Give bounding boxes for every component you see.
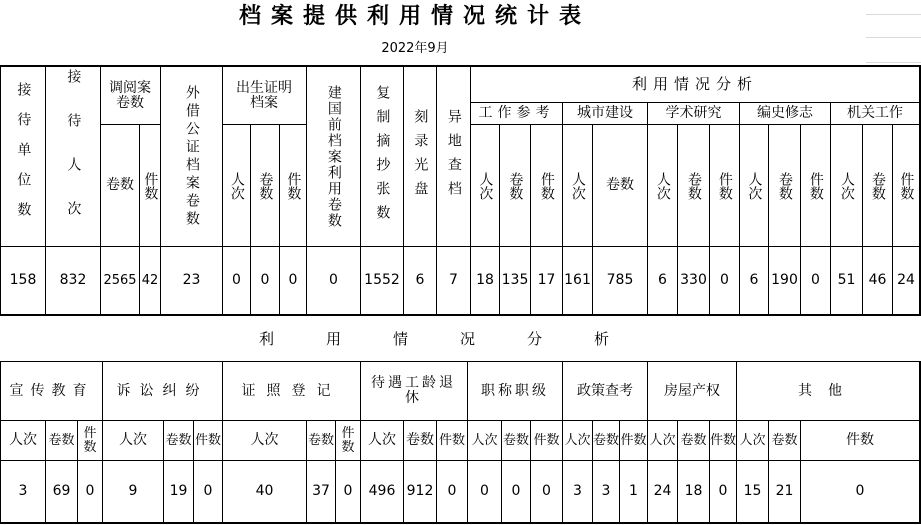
sub-juanshu: 卷数 bbox=[593, 432, 619, 448]
sheet-gridline bbox=[866, 37, 921, 38]
sub-jianshu: 件数 bbox=[438, 432, 465, 448]
value-agency-jianshu: 24 bbox=[897, 272, 915, 289]
t2-value: 24 bbox=[653, 483, 672, 500]
t2-value: 69 bbox=[52, 483, 71, 500]
sub-jianshu: 件数 bbox=[194, 432, 221, 448]
group-academic-research: 学术研究 bbox=[665, 105, 722, 122]
sub-renci: 人次 bbox=[119, 432, 147, 449]
sub-juanshu: 卷数 bbox=[685, 171, 702, 200]
t2-value: 496 bbox=[368, 483, 396, 500]
value-consult-jianshu: 42 bbox=[141, 272, 159, 288]
group-publicity-education: 宣传教育 bbox=[9, 382, 94, 399]
sub-renci: 人次 bbox=[368, 432, 396, 449]
t2-value: 9 bbox=[128, 483, 138, 500]
value-history-jianshu: 0 bbox=[811, 272, 820, 289]
t2-value: 0 bbox=[718, 483, 728, 500]
header-cd-burn: 刻录光盘 bbox=[412, 108, 429, 205]
header-consult-records: 调阅案卷数 bbox=[109, 79, 151, 111]
t2-value: 0 bbox=[480, 483, 489, 500]
t2-value: 0 bbox=[511, 483, 521, 500]
t2-value: 0 bbox=[855, 483, 865, 500]
sub-jianshu: 件数 bbox=[341, 425, 355, 455]
sub-renci: 人次 bbox=[471, 432, 498, 448]
t2-value: 3 bbox=[573, 483, 582, 500]
report-period: 2022年9月 bbox=[381, 41, 449, 57]
value-agency-juanshu: 46 bbox=[868, 272, 887, 289]
header-consult-jianshu: 件数 bbox=[142, 171, 159, 200]
sub-renci: 人次 bbox=[654, 171, 671, 200]
t2-value: 18 bbox=[684, 483, 703, 500]
value-preliberation: 0 bbox=[329, 272, 338, 289]
t2-value: 0 bbox=[542, 483, 551, 500]
value-copies: 1552 bbox=[364, 272, 400, 289]
sub-juanshu: 卷数 bbox=[606, 177, 634, 194]
sub-juanshu: 卷数 bbox=[771, 432, 798, 448]
sub-renci: 人次 bbox=[569, 171, 586, 200]
sub-renci: 人次 bbox=[564, 432, 591, 448]
group-urban-construction: 城市建设 bbox=[577, 105, 633, 122]
sheet-gridline bbox=[866, 14, 921, 15]
sheet-gridline bbox=[866, 62, 921, 63]
sub-juanshu: 卷数 bbox=[869, 171, 886, 200]
header-birth-renci: 人次 bbox=[228, 171, 245, 200]
t2-value: 3 bbox=[601, 483, 611, 500]
value-history-juanshu: 190 bbox=[771, 272, 798, 289]
table2-analysis-title: 利用情况分析 bbox=[258, 330, 661, 349]
header-reception-units: 接待单位数 bbox=[15, 81, 32, 232]
t2-value: 912 bbox=[406, 483, 434, 500]
t2-value: 0 bbox=[343, 483, 353, 500]
sub-renci: 人次 bbox=[9, 432, 37, 449]
header-birth-juanshu: 卷数 bbox=[257, 171, 274, 200]
group-title-rank: 职称职级 bbox=[481, 382, 549, 399]
group-agency-work: 机关工作 bbox=[847, 105, 903, 122]
value-city-juanshu: 785 bbox=[606, 272, 634, 289]
sub-juanshu: 卷数 bbox=[507, 171, 524, 200]
group-history-compilation: 编史修志 bbox=[757, 105, 813, 122]
sub-juanshu: 卷数 bbox=[776, 171, 793, 200]
sub-jianshu: 件数 bbox=[538, 171, 555, 200]
sub-jianshu: 件数 bbox=[807, 171, 824, 200]
t2-value: 19 bbox=[169, 483, 188, 500]
value-history-renci: 6 bbox=[749, 272, 759, 289]
header-remote-check: 异地查档 bbox=[445, 108, 462, 205]
t2-value: 1 bbox=[629, 483, 638, 500]
value-units: 158 bbox=[9, 272, 37, 289]
t2-value: 0 bbox=[203, 483, 213, 500]
value-city-renci: 161 bbox=[564, 272, 591, 289]
page-title: 档案提供利用情况统计表 bbox=[238, 3, 591, 30]
t2-value: 40 bbox=[255, 483, 274, 500]
sub-jianshu: 件数 bbox=[620, 432, 647, 448]
sub-juanshu: 卷数 bbox=[406, 432, 434, 449]
value-work-ref-jianshu: 17 bbox=[537, 272, 556, 289]
value-consult-juanshu: 2565 bbox=[103, 272, 137, 288]
sub-renci: 人次 bbox=[739, 432, 766, 448]
t2-value: 0 bbox=[85, 483, 95, 500]
header-preliberation: 建国前档案利用卷数 bbox=[325, 84, 342, 229]
header-birth-cert: 出生证明档案 bbox=[236, 79, 292, 111]
value-academic-jianshu: 0 bbox=[720, 272, 729, 289]
sub-renci: 人次 bbox=[477, 171, 494, 200]
sub-jianshu: 件数 bbox=[846, 432, 874, 449]
value-work-ref-renci: 18 bbox=[476, 272, 494, 289]
value-remote: 7 bbox=[449, 272, 458, 289]
value-agency-renci: 51 bbox=[837, 272, 856, 289]
sub-jianshu: 件数 bbox=[83, 425, 97, 455]
header-copies: 复制摘抄张数 bbox=[374, 84, 391, 229]
group-property-rights: 房屋产权 bbox=[664, 382, 720, 399]
value-birth-jianshu: 0 bbox=[288, 272, 298, 289]
header-consult-juanshu: 卷数 bbox=[106, 177, 134, 194]
value-academic-juanshu: 330 bbox=[680, 272, 707, 289]
value-persons: 832 bbox=[59, 272, 87, 289]
value-birth-juanshu: 0 bbox=[260, 272, 270, 289]
value-academic-renci: 6 bbox=[658, 272, 667, 289]
sub-renci: 人次 bbox=[649, 432, 676, 448]
value-work-ref-juanshu: 135 bbox=[501, 272, 529, 289]
sub-jianshu: 件数 bbox=[898, 171, 915, 200]
header-birth-jianshu: 件数 bbox=[285, 171, 302, 200]
header-lent-notary: 外借公证档案卷数 bbox=[183, 84, 200, 229]
sub-juanshu: 卷数 bbox=[502, 432, 529, 448]
group-litigation: 诉讼纠纷 bbox=[116, 382, 209, 399]
sub-jianshu: 件数 bbox=[716, 171, 733, 200]
t2-value: 21 bbox=[775, 483, 794, 500]
sub-jianshu: 件数 bbox=[533, 432, 560, 448]
header-analysis: 利用情况分析 bbox=[631, 74, 758, 93]
sub-juanshu: 卷数 bbox=[48, 432, 75, 448]
group-work-reference: 工作参考 bbox=[478, 105, 555, 122]
sub-juanshu: 卷数 bbox=[165, 432, 192, 448]
sub-renci: 人次 bbox=[746, 171, 763, 200]
group-other: 其他 bbox=[798, 382, 858, 399]
sub-juanshu: 卷数 bbox=[307, 432, 334, 448]
group-benefits-retirement: 待遇工龄退休 bbox=[371, 375, 456, 406]
value-birth-renci: 0 bbox=[232, 272, 241, 289]
group-policy-review: 政策查考 bbox=[577, 382, 633, 399]
sub-renci: 人次 bbox=[250, 432, 279, 449]
sub-jianshu: 件数 bbox=[710, 432, 736, 448]
table2-rule bbox=[0, 522, 921, 524]
sub-renci: 人次 bbox=[838, 171, 855, 200]
group-license-registration: 证照登记 bbox=[241, 382, 342, 399]
header-reception-persons: 接待人次 bbox=[65, 68, 82, 245]
value-cd: 6 bbox=[415, 272, 425, 289]
sub-juanshu: 卷数 bbox=[680, 432, 707, 448]
t2-value: 37 bbox=[312, 483, 330, 500]
t2-value: 3 bbox=[18, 483, 28, 500]
t2-value: 0 bbox=[447, 483, 457, 500]
t2-value: 15 bbox=[743, 483, 762, 500]
value-lent: 23 bbox=[182, 272, 201, 289]
